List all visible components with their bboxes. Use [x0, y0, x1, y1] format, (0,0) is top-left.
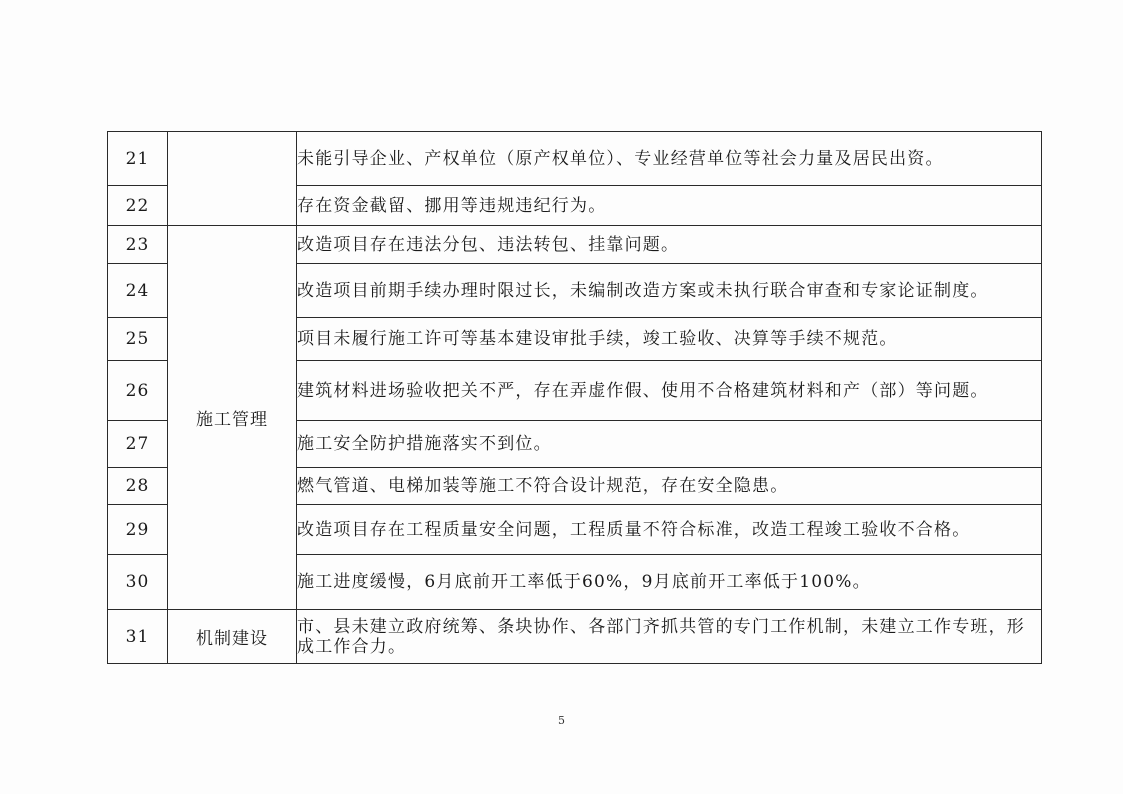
row-number: 23: [108, 226, 168, 264]
row-description: 市、县未建立政府统筹、条块协作、各部门齐抓共管的专门工作机制，未建立工作专班，形成工作合力。: [297, 610, 1042, 664]
row-number: 29: [108, 505, 168, 555]
table-row: [108, 610, 1042, 664]
table-row: [108, 132, 1042, 186]
page-number: 5: [558, 714, 565, 727]
row-number: 25: [108, 318, 168, 361]
row-number: 26: [108, 361, 168, 421]
row-description: 燃气管道、电梯加装等施工不符合设计规范，存在安全隐患。: [297, 468, 1042, 505]
category-construction-management: 施工管理: [168, 226, 297, 610]
row-description: 未能引导企业、产权单位（原产权单位）、专业经营单位等社会力量及居民出资。: [297, 132, 1042, 186]
row-description: 施工安全防护措施落实不到位。: [297, 421, 1042, 468]
row-description: 改造项目前期手续办理时限过长，未编制改造方案或未执行联合审查和专家论证制度。: [297, 264, 1042, 318]
row-number: 24: [108, 264, 168, 318]
issues-table: [107, 131, 1042, 664]
category-cell-empty: [168, 132, 297, 226]
category-mechanism-building: 机制建设: [168, 610, 297, 664]
row-description: 建筑材料进场验收把关不严，存在弄虚作假、使用不合格建筑材料和产（部）等问题。: [297, 361, 1042, 421]
row-description: 存在资金截留、挪用等违规违纪行为。: [297, 186, 1042, 226]
row-number: 21: [108, 132, 168, 186]
row-number: 31: [108, 610, 168, 664]
row-number: 27: [108, 421, 168, 468]
row-number: 30: [108, 555, 168, 610]
row-description: 项目未履行施工许可等基本建设审批手续，竣工验收、决算等手续不规范。: [297, 318, 1042, 361]
row-description: 施工进度缓慢，6月底前开工率低于60%，9月底前开工率低于100%。: [297, 555, 1042, 610]
row-number: 22: [108, 186, 168, 226]
row-number: 28: [108, 468, 168, 505]
table-row: [108, 226, 1042, 264]
row-description: 改造项目存在违法分包、违法转包、挂靠问题。: [297, 226, 1042, 264]
row-description: 改造项目存在工程质量安全问题，工程质量不符合标准，改造工程竣工验收不合格。: [297, 505, 1042, 555]
